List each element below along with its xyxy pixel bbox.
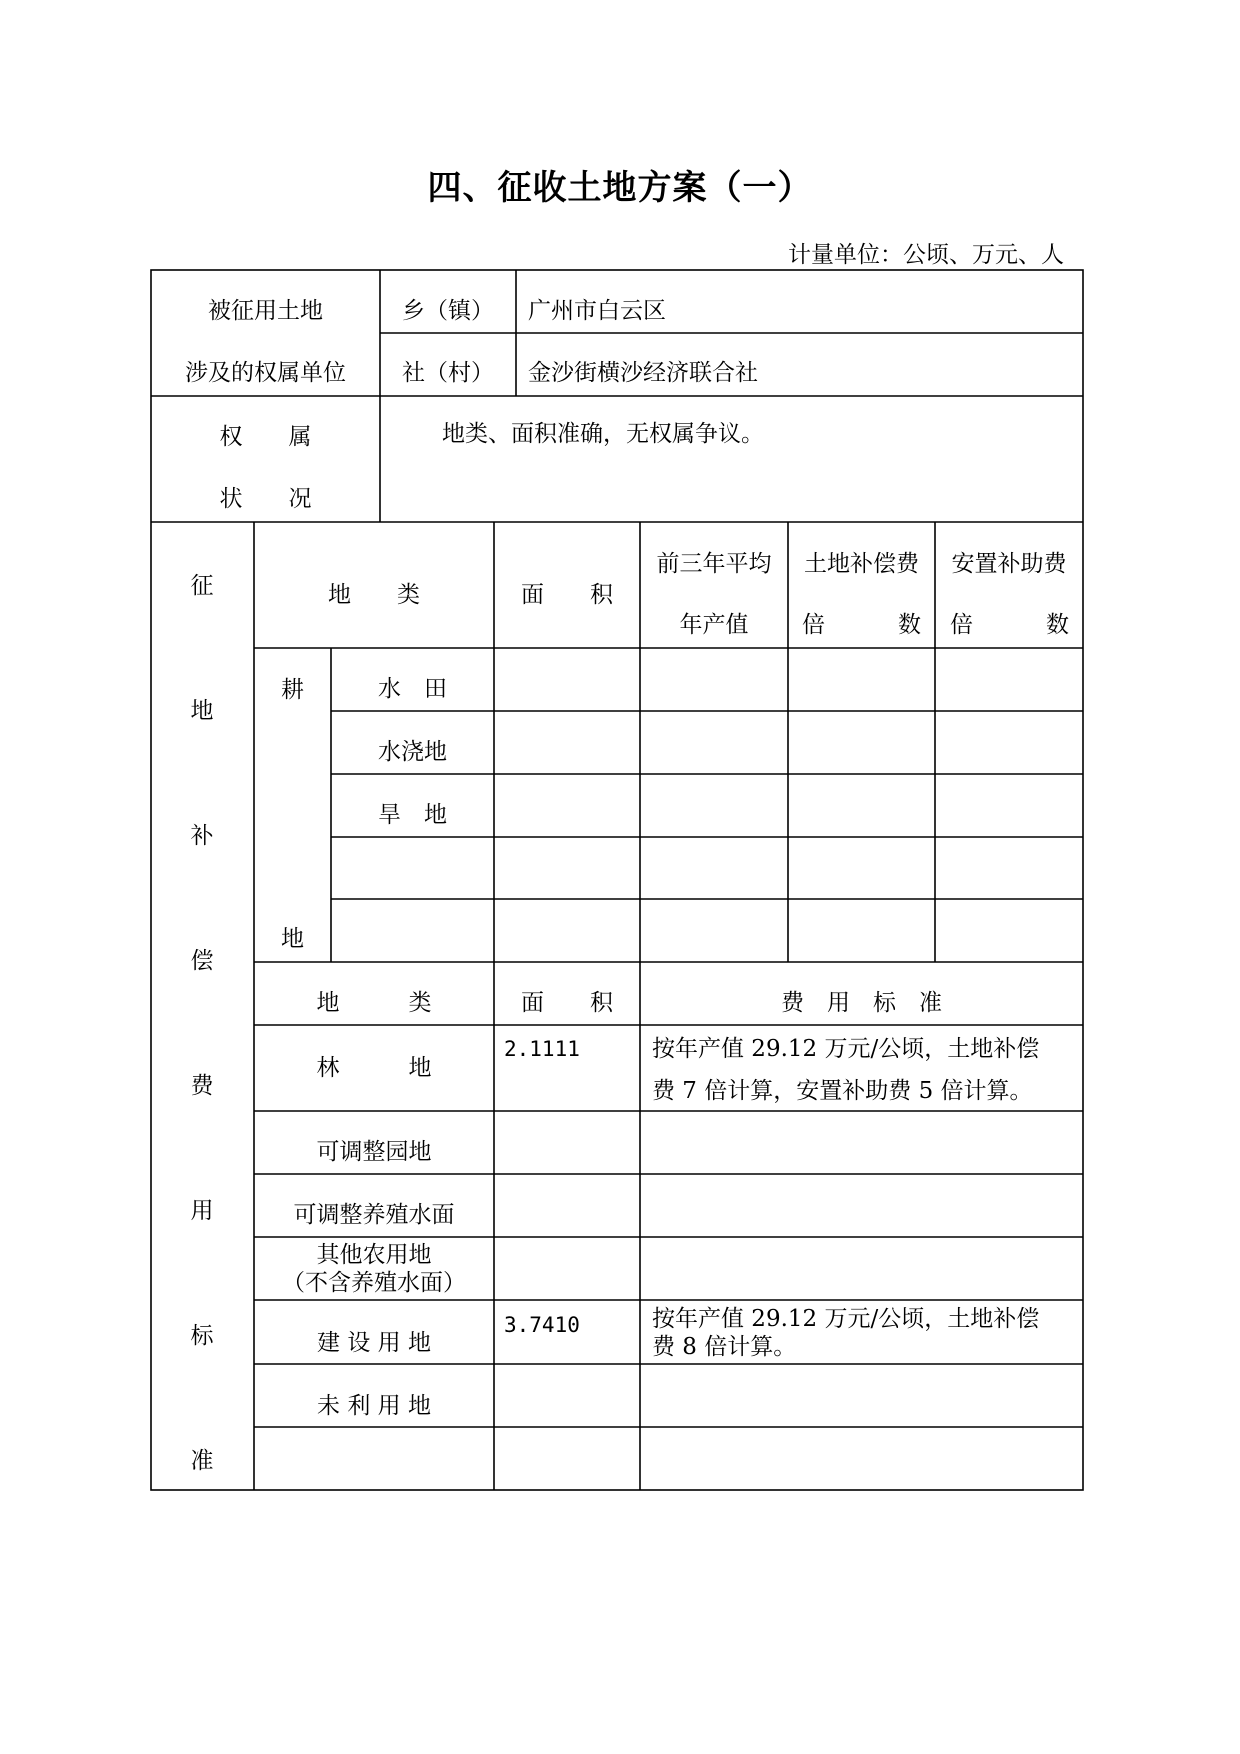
ownership-value: 地类、面积准确，无权属争议。 — [442, 421, 764, 447]
row-area: 3.7410 — [504, 1313, 580, 1337]
side-label-char: 补 — [190, 823, 214, 849]
row-land-type: 林 地 — [316, 1055, 432, 1081]
row-standard-line1: 按年产值 29.12 万元/公顷，土地补偿 — [652, 1036, 1040, 1062]
town-value: 广州市白云区 — [528, 298, 666, 324]
town-label: 乡（镇） — [402, 298, 494, 324]
side-label-char: 费 — [190, 1073, 214, 1099]
header-resettle-line2b: 数 — [1046, 612, 1069, 638]
owner-label-line1: 被征用土地 — [208, 298, 323, 324]
village-label: 社（村） — [402, 360, 494, 386]
unit-note: 计量单位：公顷、万元、人 — [788, 242, 1064, 268]
header-area: 面 积 — [521, 582, 613, 608]
side-label-char: 用 — [190, 1198, 214, 1224]
row-land-type: 未 利 用 地 — [317, 1393, 431, 1419]
side-label-char: 准 — [190, 1448, 214, 1474]
row-land-type: 可调整养殖水面 — [293, 1202, 455, 1228]
header-resettle-line2a: 倍 — [950, 612, 973, 638]
cultivated-row-label: 旱 地 — [378, 802, 447, 828]
village-value: 金沙街横沙经济联合社 — [528, 360, 758, 386]
header-avg-output-line2: 年产值 — [679, 612, 749, 638]
header-land-comp-line1: 土地补偿费 — [804, 551, 919, 577]
header2-standard: 费 用 标 准 — [781, 990, 942, 1016]
row-standard-line2: 费 8 倍计算。 — [652, 1334, 797, 1360]
cultivated-label-top: 耕 — [281, 677, 304, 703]
header-avg-output-line1: 前三年平均 — [656, 551, 772, 577]
row-standard-line2: 费 7 倍计算，安置补助费 5 倍计算。 — [652, 1078, 1033, 1104]
header-land-comp-line2b: 数 — [898, 612, 921, 638]
side-label-char: 征 — [190, 573, 214, 599]
row-standard-line1: 按年产值 29.12 万元/公顷，土地补偿 — [652, 1306, 1040, 1332]
ownership-label-line1: 权 属 — [219, 424, 312, 450]
side-label-char: 偿 — [190, 948, 214, 974]
row-area: 2.1111 — [504, 1037, 580, 1061]
header-land-type: 地 类 — [328, 582, 420, 608]
row-land-type: 建 设 用 地 — [317, 1330, 431, 1356]
cultivated-row-label: 水 田 — [378, 676, 447, 702]
row-land-type-line1: 其他农用地 — [316, 1242, 432, 1268]
ownership-label-line2: 状 况 — [219, 486, 312, 512]
row-land-type: 可调整园地 — [316, 1139, 432, 1165]
page-title: 四、征收土地方案（一） — [427, 168, 813, 208]
cultivated-label-bottom: 地 — [281, 926, 304, 952]
header-land-comp-line2a: 倍 — [802, 612, 825, 638]
row-land-type-line2: （不含养殖水面） — [282, 1270, 466, 1296]
owner-label-line2: 涉及的权属单位 — [185, 360, 346, 386]
header-resettle-line1: 安置补助费 — [951, 551, 1067, 577]
side-label-char: 标 — [190, 1323, 214, 1349]
side-label-char: 地 — [190, 698, 214, 724]
header2-area: 面 积 — [521, 990, 613, 1016]
cultivated-row-label: 水浇地 — [378, 739, 447, 765]
header2-land-type: 地 类 — [316, 990, 432, 1016]
